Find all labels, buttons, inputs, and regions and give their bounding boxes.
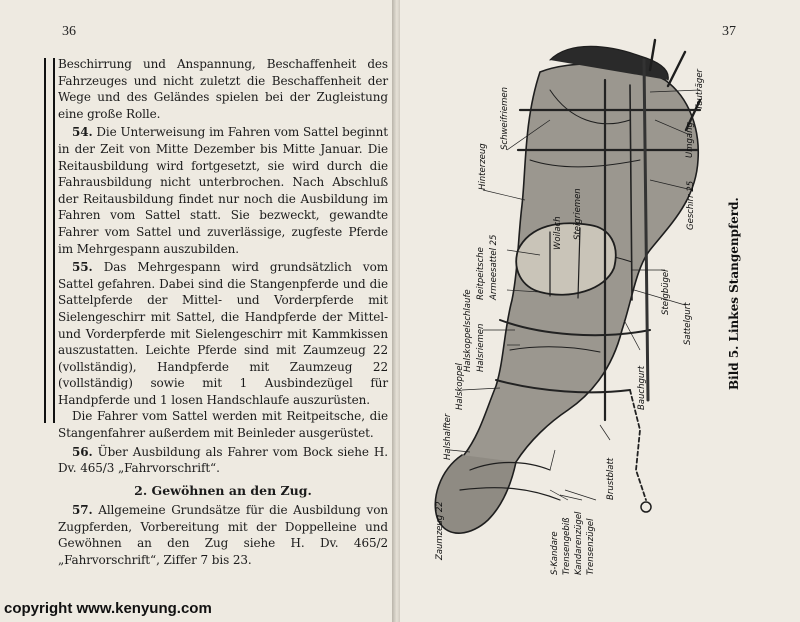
body-text-upper (58, 56, 388, 477)
label-tautraeger: Tauträger (695, 68, 705, 110)
label-steigriemen: Steigriemen (573, 188, 583, 240)
margin-bar (44, 58, 55, 423)
label-zaumzeug: Zaumzeug 22 (435, 501, 445, 560)
paragraph-57-text: Allgemeine Grundsätze für die Ausbildung von Zugpferden, Vorbereitung mit der Doppelleine und Gewöhnen an den Zug siehe H. Dv. 465/2 „Fahrvorschrift“, Ziffer 7 bis 23. (58, 503, 388, 567)
label-woilach: Woilach (553, 216, 563, 250)
label-geschirr: Geschirr 25 (686, 180, 696, 230)
label-s-kandare: S-Kandare (550, 531, 560, 575)
label-bauchgurt: Bauchgurt (637, 365, 647, 410)
paragraph-number-55: 55. (72, 260, 93, 275)
section-heading: 2. Gewöhnen an den Zug. (134, 483, 312, 498)
page-number-right: 37 (722, 24, 736, 39)
book-gutter (392, 0, 400, 622)
paragraph-intro: Beschirrung und Anspannung, Beschaffenheit des Fahrzeuges und nicht zuletzt die Beschaffenheit der Wege und des Geländes spielen bei der Zugleistung eine große Rolle. (58, 57, 388, 121)
label-trensenzuegel: Trensenzügel (586, 518, 596, 575)
label-armeesattel: Armeesattel 25 (489, 234, 499, 300)
right-page (400, 0, 800, 622)
paragraph-56-text: Über Ausbildung als Fahrer vom Bock siehe H. Dv. 465/3 „Fahrvorschrift“. (58, 444, 388, 476)
label-kandarenzuegel: Kandarenzügel (574, 511, 584, 575)
paragraph-number-56: 56. (72, 444, 93, 459)
label-schweifriemen: Schweifriemen (500, 87, 510, 150)
paragraph-number-54: 54. (72, 125, 93, 140)
label-halskoppel: Halskoppel (455, 363, 465, 410)
paragraph-54 (58, 124, 388, 257)
label-reitpeitsche: Reitpeitsche (476, 247, 486, 300)
horse-harness-illustration (400, 0, 800, 622)
paragraph-54-text: Die Unterweisung im Fahren vom Sattel beginnt in der Zeit von Mitte Dezember bis Mitte Januar. Die Reitausbildung wird fortgesetzt, sie wird durch die Fahrausbildung nicht unterbrochen. Nach Abschluß der Reitausbildung findet nur noch die Ausbildung im Fahren vom Sattel statt. Sie bezweckt, gewandte Fahrer vom Sattel und zuverlässige, zugfeste Pferde im Mehrgespann auszubilden. (58, 125, 388, 256)
paragraph-55-text: Das Mehrgespann wird grundsätzlich vom Sattel gefahren. Dabei sind die Stangenpferde und die Sattelpferde der Mittel- und Vorderpferde mit Sielengeschirr mit Sattel, die Handpferde der Mittel- und Vorderpferde mit Sielengeschirr mit Kammkissen auszustatten. Leichte Pferde sind mit Zaumzeug 22 (vollständig), Handpferde mit Zaumzeug 22 (vollständig) sowie mit 1 Ausbindezügel für Handpferde und 1 losen Handschlaufe auszurüsten. (58, 260, 389, 407)
body-text-lower (58, 502, 388, 568)
paragraph-56 (58, 444, 388, 477)
label-halsriemen: Halsriemen (476, 323, 486, 372)
label-umgang: Umgang (685, 122, 695, 158)
label-steigbuegel: Steigbügel (661, 269, 671, 315)
page-number-left: 36 (62, 24, 76, 39)
label-hinterzeug: Hinterzeug (478, 143, 488, 190)
copyright-watermark: copyright www.kenyung.com (4, 600, 212, 617)
paragraph-number-57: 57. (72, 503, 93, 517)
paragraph-55 (58, 259, 388, 408)
label-sattelgurt: Sattelgurt (683, 302, 693, 345)
paragraph-55b: Die Fahrer vom Sattel werden mit Reitpeitsche, die Stangenfahrer außerdem mit Beinleder ausgerüstet. (58, 409, 388, 441)
figure-caption: Bild 5. Linkes Stangenpferd. (727, 197, 741, 390)
left-page (0, 0, 392, 622)
label-brustblatt: Brustblatt (606, 457, 616, 500)
paragraph-57 (58, 502, 388, 568)
label-halskoppelschlaufe: Halskoppelschlaufe (463, 289, 473, 372)
label-trensengebiss: Trensengebiß (562, 517, 572, 575)
label-halshalfter: Halshalfter (443, 413, 453, 460)
